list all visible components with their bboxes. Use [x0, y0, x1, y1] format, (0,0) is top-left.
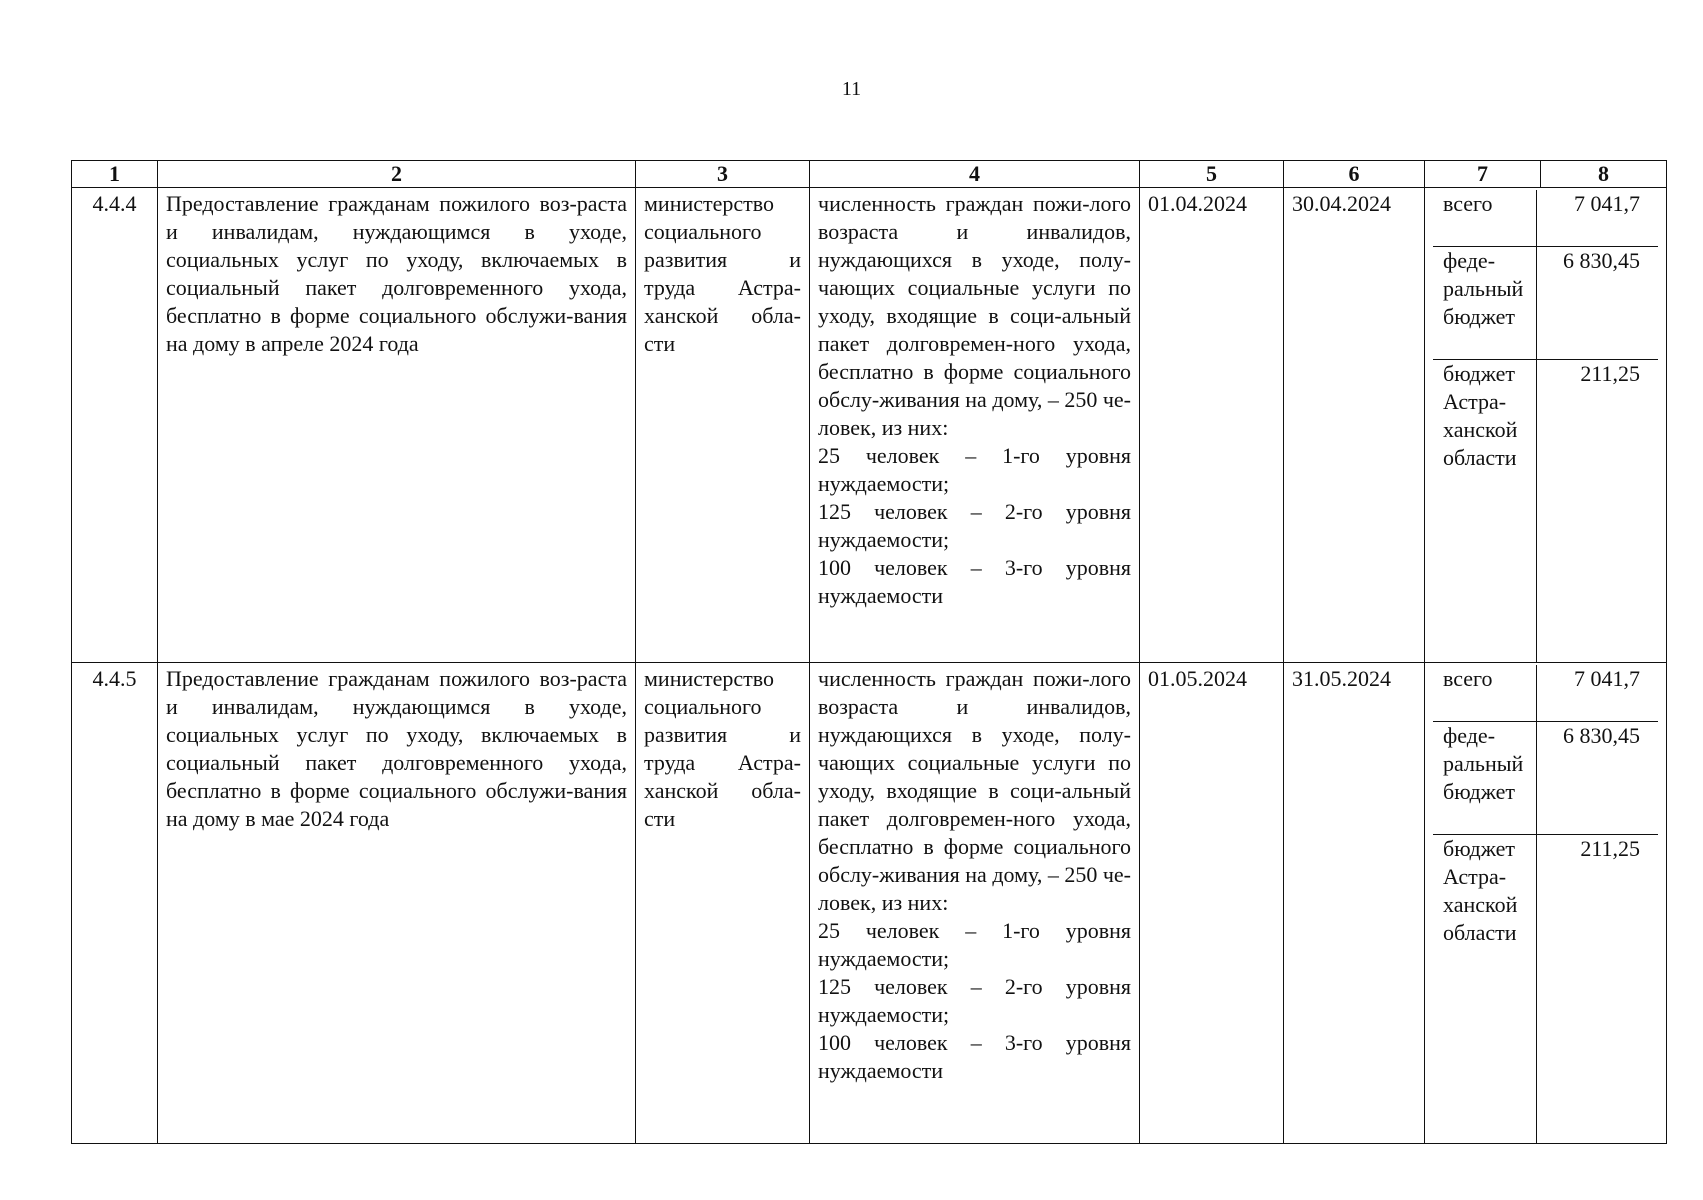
funding-amount: 7 041,7 — [1574, 191, 1640, 216]
target-indicator: численность граждан пожи-лого возраста и инвалидов, нуждающихся в уходе, полу-чающих социальные услуги по уходу, входящие в соци-альный пакет долговремен-ного ухода, бесплатно в форме социального обслу-живания на дому, – 250 че-ловек, из них: 25 человек – 1-го уровня нуждаемости; 125 человек – 2-го уровня нуждаемости; 100 человек – 3-го уровня нуждаемости — [810, 188, 1140, 663]
column-header: 8 — [1541, 161, 1667, 188]
column-header: 5 — [1140, 161, 1284, 188]
funding-amount: 211,25 — [1580, 836, 1640, 861]
financing-federal-row — [1433, 247, 1658, 360]
funding-amount: 6 830,45 — [1563, 723, 1640, 748]
funding-source: всего — [1433, 665, 1537, 721]
financing-regional-row — [1433, 360, 1658, 662]
table-row — [72, 188, 1667, 663]
end-date: 30.04.2024 — [1284, 188, 1425, 663]
financing-cell — [1425, 663, 1667, 1144]
responsible-executor: министерство социального развития и труда Астра-ханской обла-сти — [636, 188, 810, 663]
item-number: 4.4.5 — [72, 663, 158, 1144]
column-number-row — [72, 161, 1667, 188]
financing-regional-row — [1433, 835, 1658, 1143]
measure-description: Предоставление гражданам пожилого воз-раста и инвалидам, нуждающимся в уходе, социальных услуг по уходу, включаемых в социальный пакет долговременного ухода, бесплатно в форме социального обслужи-вания на дому в апреле 2024 года — [158, 188, 636, 663]
column-header: 4 — [810, 161, 1140, 188]
page-number: 11 — [841, 78, 862, 100]
plan-table — [71, 160, 1667, 1144]
funding-amount: 7 041,7 — [1574, 666, 1640, 691]
measure-description: Предоставление гражданам пожилого воз-раста и инвалидам, нуждающимся в уходе, социальных услуг по уходу, включаемых в социальный пакет долговременного ухода, бесплатно в форме социального обслужи-вания на дому в мае 2024 года — [158, 663, 636, 1144]
column-header: 6 — [1284, 161, 1425, 188]
funding-source: феде-ральный бюджет — [1433, 247, 1537, 359]
column-header: 1 — [72, 161, 158, 188]
funding-source: бюджет Астра-ханской области — [1433, 835, 1537, 1143]
funding-source: всего — [1433, 190, 1537, 246]
financing-federal-row — [1433, 722, 1658, 835]
funding-amount: 6 830,45 — [1563, 248, 1640, 273]
start-date: 01.05.2024 — [1140, 663, 1284, 1144]
responsible-executor: министерство социального развития и труда Астра-ханской обла-сти — [636, 663, 810, 1144]
column-header: 2 — [158, 161, 636, 188]
financing-total-row — [1433, 665, 1658, 722]
table-row — [72, 663, 1667, 1144]
financing-total-row — [1433, 190, 1658, 247]
item-number: 4.4.4 — [72, 188, 158, 663]
funding-amount: 211,25 — [1580, 361, 1640, 386]
start-date: 01.04.2024 — [1140, 188, 1284, 663]
funding-source: феде-ральный бюджет — [1433, 722, 1537, 834]
column-header: 7 — [1425, 161, 1541, 188]
column-header: 3 — [636, 161, 810, 188]
funding-source: бюджет Астра-ханской области — [1433, 360, 1537, 662]
financing-cell — [1425, 188, 1667, 663]
target-indicator: численность граждан пожи-лого возраста и инвалидов, нуждающихся в уходе, полу-чающих социальные услуги по уходу, входящие в соци-альный пакет долговремен-ного ухода, бесплатно в форме социального обслу-живания на дому, – 250 че-ловек, из них: 25 человек – 1-го уровня нуждаемости; 125 человек – 2-го уровня нуждаемости; 100 человек – 3-го уровня нуждаемости — [810, 663, 1140, 1144]
end-date: 31.05.2024 — [1284, 663, 1425, 1144]
